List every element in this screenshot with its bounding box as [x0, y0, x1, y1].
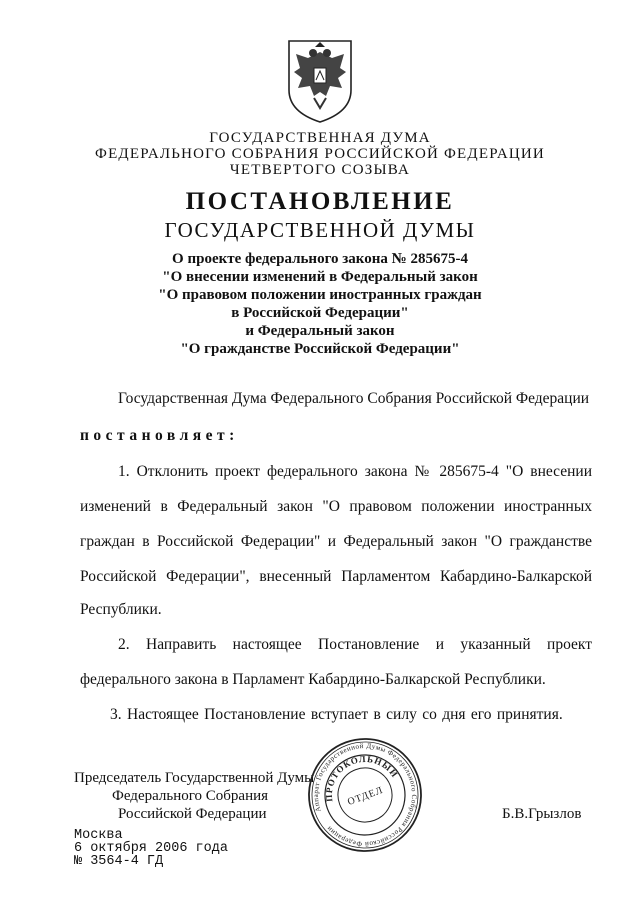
- item-2-line-1: 2. Направить настоящее Постановление и указанный проект: [118, 636, 592, 653]
- official-stamp-icon: [306, 736, 424, 854]
- document-subtitle: ГОСУДАРСТВЕННОЙ ДУМЫ: [164, 218, 476, 242]
- signature-title-line-2: Федерального Собрания: [112, 788, 269, 804]
- document-title: ПОСТАНОВЛЕНИЕ: [185, 188, 455, 215]
- subject-line-4: в Российской Федерации": [231, 305, 409, 321]
- stamp-center-text: ОТДЕЛ: [346, 784, 385, 808]
- item-1-line-2: изменений в Федеральный закон "О правовом положении иностранных: [80, 498, 592, 515]
- signature-title-line-3: Российской Федерации: [118, 806, 267, 822]
- subject-line-5: и Федеральный закон: [245, 323, 395, 339]
- preamble: Государственная Дума Федерального Собрания Российской Федерации: [118, 390, 590, 407]
- item-2-line-2: федерального закона в Парламент Кабардино-Балкарской Республики.: [80, 671, 546, 688]
- footer-date: 6 октября 2006 года: [74, 841, 228, 856]
- item-1-line-4: Российской Федерации", внесенный Парламентом Кабардино-Балкарской: [80, 568, 592, 585]
- subject-line-2: "О внесении изменений в Федеральный закон: [162, 269, 478, 285]
- coat-of-arms-icon: [286, 38, 354, 124]
- signatory-name: Б.В.Грызлов: [502, 806, 582, 822]
- subject-line-6: "О гражданстве Российской Федерации": [180, 341, 460, 357]
- header-line-3: ЧЕТВЕРТОГО СОЗЫВА: [229, 162, 411, 178]
- stamp-middle-text: ПРОТОКОЛЬНЫЙ: [323, 753, 401, 803]
- footer-city: Москва: [74, 828, 123, 843]
- header-line-1: ГОСУДАРСТВЕННАЯ ДУМА: [209, 130, 431, 146]
- item-1-line-5: Республики.: [80, 601, 162, 618]
- subject-line-3: "О правовом положении иностранных граждан: [158, 287, 482, 303]
- item-3-line-1: 3. Настоящее Постановление вступает в силу со дня его принятия.: [110, 706, 563, 723]
- resolves-word: постановляет:: [80, 427, 239, 444]
- item-1-line-1: 1. Отклонить проект федерального закона № 285675-4 "О внесении: [118, 463, 592, 480]
- stamp-outer-text: Аппарат Государственной Думы Федерального Собрания Российской Федерации: [311, 741, 419, 849]
- footer-number: № 3564-4 ГД: [74, 854, 164, 869]
- item-1-line-3: граждан в Российской Федерации" и Федеральный закон "О гражданстве: [80, 533, 592, 550]
- header-line-2: ФЕДЕРАЛЬНОГО СОБРАНИЯ РОССИЙСКОЙ ФЕДЕРАЦИИ: [95, 146, 545, 162]
- subject-line-1: О проекте федерального закона № 285675-4: [172, 251, 468, 267]
- signature-title-line-1: Председатель Государственной Думы: [74, 770, 315, 786]
